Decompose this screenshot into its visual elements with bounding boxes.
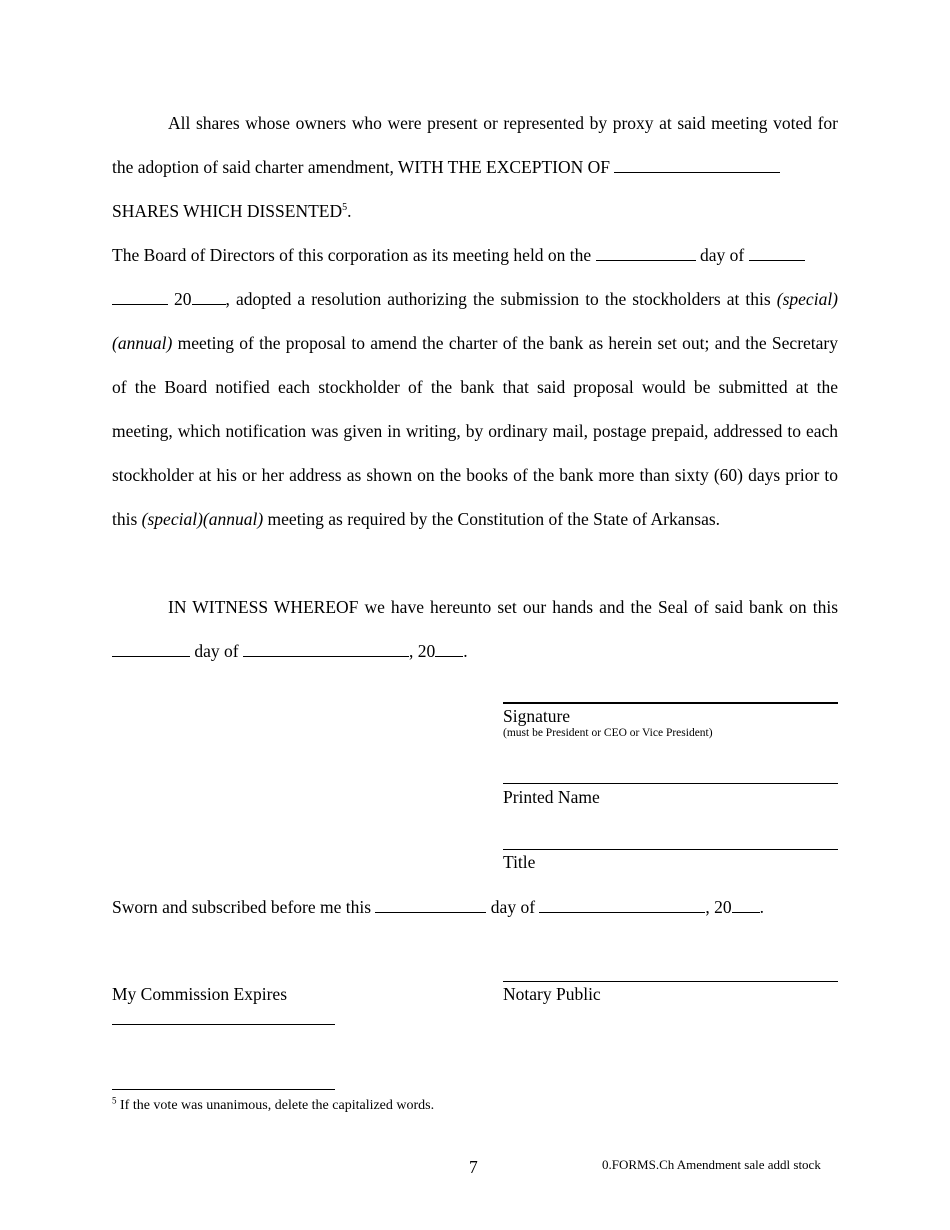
witness-year-blank[interactable] (435, 642, 463, 657)
signature-label: Signature (503, 706, 571, 726)
sworn-day-of: day of (490, 897, 536, 917)
signature-line[interactable] (503, 702, 838, 704)
title-line[interactable] (503, 849, 838, 850)
paragraph-board (112, 233, 838, 541)
sworn-month-blank[interactable] (539, 898, 705, 913)
vote-text: All shares whose owners who were present or represented by proxy at said meeting voted for the adoption of said charter amendment, WITH THE EXCEPTION OF (112, 113, 838, 177)
sworn-year-prefix: , 20 (705, 897, 732, 917)
sworn-period: . (759, 897, 765, 917)
day-of-text: day of (699, 245, 745, 265)
year-prefix: 20 (174, 289, 192, 309)
witness-year-prefix: , 20 (408, 641, 436, 661)
paragraph-witness (112, 585, 838, 673)
board-text-3: meeting of the proposal to amend the charter of the bank as herein set out; and the Secretary of the Board notified each stockholder of the bank that said proposal would be submitted at the meeting, which notification was given in writing, by ordinary mail, postage prepaid, addressed to each stockholder at his or her address as shown on the books of the bank more than sixty (60) days prior to this (112, 333, 838, 529)
sworn-statement (112, 885, 764, 929)
witness-day-blank[interactable] (112, 642, 190, 657)
commission-label: My Commission Expires (112, 984, 288, 1004)
sworn-day-blank[interactable] (375, 898, 486, 913)
document-id: 0.FORMS.Ch Amendment sale addl stock (602, 1157, 821, 1172)
meeting-type-2: (special)(annual) (141, 509, 264, 529)
witness-text: IN WITNESS WHEREOF we have hereunto set our hands and the Seal of said bank on this (168, 597, 838, 617)
footnote-text: If the vote was unanimous, delete the capitalized words. (120, 1098, 435, 1113)
witness-month-blank[interactable] (243, 642, 409, 657)
witness-period: . (463, 641, 468, 661)
sworn-year-blank[interactable] (732, 898, 760, 913)
meeting-month-blank-cont[interactable] (112, 290, 168, 305)
witness-day-of: day of (194, 641, 239, 661)
title-label: Title (503, 852, 536, 872)
printed-name-label: Printed Name (503, 787, 600, 807)
notary-line[interactable] (503, 981, 838, 982)
board-text-4: meeting as required by the Constitution of the State of Arkansas. (267, 509, 721, 529)
paragraph-vote (112, 101, 838, 233)
footnote (112, 1095, 435, 1114)
board-text-2: , adopted a resolution authorizing the submission to the stockholders at this (225, 289, 771, 309)
period: . (347, 201, 352, 221)
commission-expires-line[interactable] (112, 1024, 335, 1025)
notary-label: Notary Public (503, 984, 601, 1004)
printed-name-line[interactable] (503, 783, 838, 784)
footnote-number: 5 (112, 1095, 117, 1106)
sworn-text: Sworn and subscribed before me this (112, 897, 372, 917)
footnote-ref: 5 (342, 202, 348, 214)
meeting-day-blank[interactable] (596, 246, 696, 261)
board-text-1: The Board of Directors of this corporation as its meeting held on the (112, 245, 592, 265)
dissent-shares-blank[interactable] (614, 158, 780, 173)
meeting-month-blank[interactable] (749, 246, 805, 261)
signature-note: (must be President or CEO or Vice President) (503, 727, 713, 739)
meeting-year-blank[interactable] (192, 290, 226, 305)
footnote-separator (112, 1089, 335, 1090)
page-number: 7 (469, 1157, 478, 1177)
meeting-type-1: (special)(annual) (112, 289, 839, 353)
dissent-text: SHARES WHICH DISSENTED (112, 201, 343, 221)
